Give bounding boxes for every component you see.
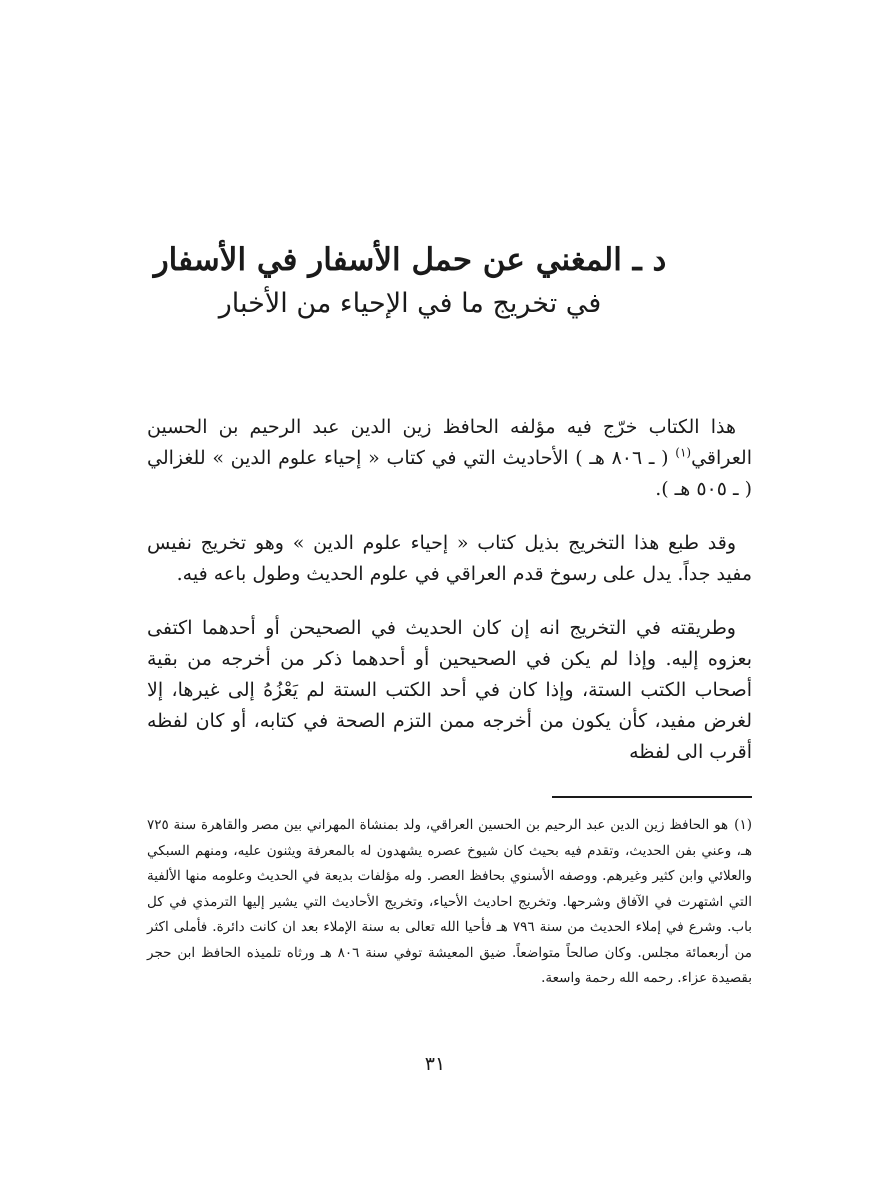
paragraph-1-text-a: هذا الكتاب خرّج فيه مؤلفه الحافظ زين الدين عبد الرحيم بن الحسين العراقي — [147, 416, 752, 469]
paragraph-3: وطريقته في التخريج انه إن كان الحديث في الصحيحن أو أحدهما اكتفى بعزوه إليه. وإذا لم يكن في الصحيحين أو أحدهما ذكر من أخرجه من بقية أصحاب الكتب الستة، وإذا كان في أحد الكتب الستة لم يَعْزُهُ إلى غيرها، إلا لغرض مفيد، كأن يكون من أخرجه ممن التزم الصحة في كتابه، أو كان لفظه أقرب الى لفظه — [147, 617, 752, 763]
body-text — [147, 412, 752, 791]
page-number: ٣١ — [424, 1053, 446, 1075]
footnote-reference: (١) — [675, 445, 692, 460]
title-block — [150, 238, 670, 326]
footnote-divider — [552, 796, 752, 798]
paragraph-1-text-b: ( ـ ٨٠٦ هـ ) الأحاديث التي في كتاب « إحياء علوم الدين » للغزالي ( ـ ٥٠٥ هـ ). — [147, 447, 752, 500]
footnote-text: هو الحافظ زين الدين عبد الرحيم بن الحسين العراقي، ولد بمنشاة المهراني بين مصر والقاهرة سنة ٧٢٥ هـ، وعني بفن الحديث، وتقدم فيه بحيث كان شيوخ عصره يشهدون له بالمعرفة ويثنون عليه، ومنهم السبكي والعلائي وابن كثير وغيرهم. ووصفه الأسنوي بحافظ العصر. وله مؤلفات بديعة في الحديث وعلومه منها الألفية التي اشتهرت في الآفاق وشرحها. وتخريج احاديث الأحياء، وتخريج الأحاديث التي يشير إليها الترمذي في كل باب. وشرع في إملاء الحديث من سنة ٧٩٦ هـ فأحيا الله تعالى به سنة الإملاء بعد ان كانت دائرة. فأملى اكثر من أربعمائة مجلس. وكان صالحاً متواضعاً. ضيق المعيشة توفي سنة ٨٠٦ هـ ورثاه تلميذه الحافظ ابن حجر بقصيدة عزاء. رحمه الله رحمة واسعة. — [147, 817, 752, 986]
footnote — [147, 813, 752, 992]
paragraph-2: وقد طبع هذا التخريج بذيل كتاب « إحياء علوم الدين » وهو تخريج نفيس مفيد جداً. يدل على رسوخ قدم العراقي في علوم الحديث وطول باعه فيه. — [147, 532, 752, 585]
section-title: د ـ المغني عن حمل الأسفار في الأسفار — [153, 242, 667, 278]
footnote-number: (١) — [734, 817, 752, 833]
section-subtitle: في تخريج ما في الإحياء من الأخبار — [218, 288, 602, 319]
paragraph-1 — [147, 412, 752, 505]
